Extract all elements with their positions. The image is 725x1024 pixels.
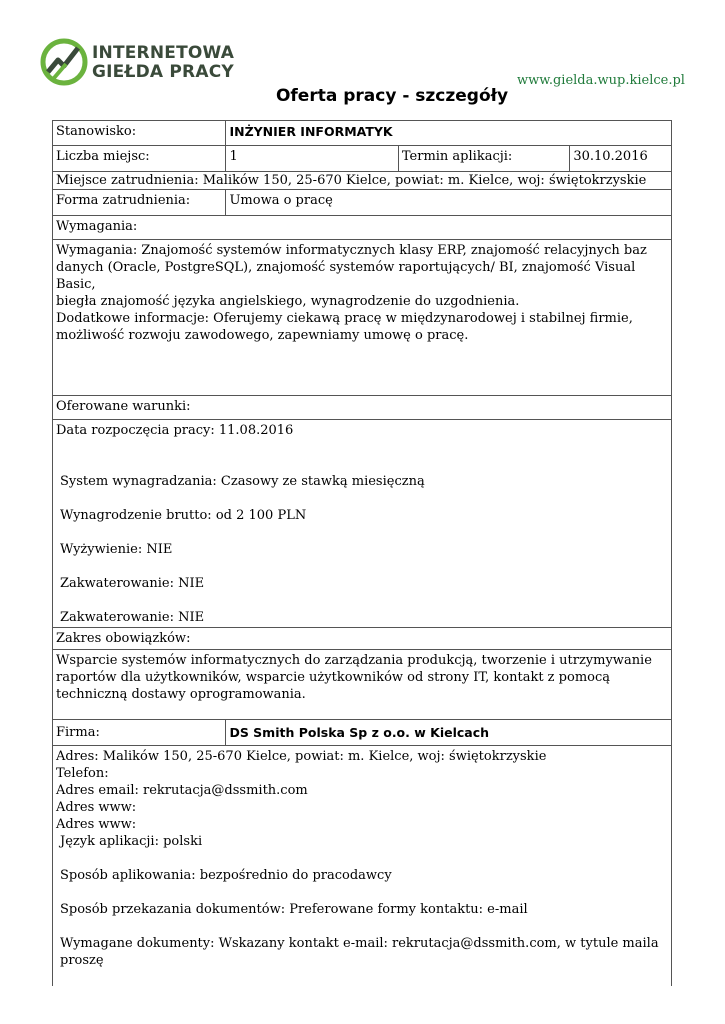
- conditions-body: [53, 420, 671, 627]
- deadline-label: Termin aplikacji:: [398, 146, 569, 171]
- apply-method: Sposób aplikowania: bezpośrednio do pracodawcy: [60, 868, 392, 883]
- employment-value: Umowa o pracę: [225, 190, 671, 215]
- position-label: Stanowisko:: [56, 124, 137, 139]
- requirements-body-row: [52, 240, 672, 396]
- logo-line2: GIEŁDA PRACY: [92, 62, 234, 82]
- count-label: Liczba miejsc:: [56, 149, 150, 164]
- documents-delivery: Sposób przekazania dokumentów: Preferowane formy kontaktu: e-mail: [60, 902, 528, 917]
- duties-text: Wsparcie systemów informatycznych do zarządzania produkcją, tworzenie i utrzymywanie raportów dla użytkowników, wsparcie użytkowników od strony IT, kontakt z pomocą techniczną dostawy oprogramowania.: [56, 653, 652, 702]
- location-row: [52, 172, 672, 190]
- site-url-link[interactable]: www.gielda.wup.kielce.pl: [517, 73, 685, 88]
- pay-system: System wynagradzania: Czasowy ze stawką miesięczną: [60, 474, 425, 489]
- location-text: Miejsce zatrudnienia: Malików 150, 25-670 Kielce, powiat: m. Kielce, woj: świętokrzyskie: [56, 173, 647, 188]
- company-email: Adres email: rekrutacja@dssmith.com: [56, 783, 308, 798]
- requirements-header: Wymagania:: [56, 219, 138, 234]
- conditions-body-row: [52, 420, 672, 628]
- conditions-header: Oferowane warunki:: [56, 399, 191, 414]
- company-www-2: Adres www:: [56, 817, 137, 832]
- application-language: Język aplikacji: polski: [60, 834, 203, 849]
- logo-line1: INTERNETOWA: [92, 43, 235, 63]
- count-value: 1: [225, 146, 397, 171]
- deadline-value: 30.10.2016: [569, 146, 671, 171]
- logo-text: [92, 44, 234, 82]
- requirements-text: Wymagania: Znajomość systemów informatycznych klasy ERP, znajomość relacyjnych baz danych (Oracle, PostgreSQL), znajomość systemów raportujących/ BI, znajomość Visual Basic,: [56, 243, 647, 292]
- requirements-header-row: [52, 216, 672, 240]
- count-row: [52, 146, 672, 172]
- company-name: DS Smith Polska Sp z o.o. w Kielcach: [225, 720, 671, 745]
- start-date: Data rozpoczęcia pracy: 11.08.2016: [56, 423, 294, 438]
- lodging-2: Zakwaterowanie: NIE: [60, 610, 205, 625]
- company-www-1: Adres www:: [56, 800, 137, 815]
- duties-header-row: [52, 628, 672, 650]
- page-title: Oferta pracy - szczegóły: [275, 86, 509, 106]
- salary: Wynagrodzenie brutto: od 2 100 PLN: [60, 508, 307, 523]
- company-body: [53, 746, 671, 986]
- meals: Wyżywienie: NIE: [60, 542, 173, 557]
- employment-label: Forma zatrudnienia:: [56, 193, 191, 208]
- position-value: INŻYNIER INFORMATYK: [225, 121, 671, 145]
- conditions-header-row: [52, 396, 672, 420]
- lodging-1: Zakwaterowanie: NIE: [60, 576, 205, 591]
- company-body-row: [52, 746, 672, 986]
- duties-body-row: [52, 650, 672, 720]
- offer-table: [52, 120, 672, 986]
- company-phone: Telefon:: [56, 766, 109, 781]
- employment-row: [52, 190, 672, 216]
- company-label: Firma:: [56, 725, 100, 740]
- requirements-text-2: biegła znajomość języka angielskiego, wynagrodzenie do uzgodnienia.: [56, 294, 520, 309]
- requirements-body: [53, 240, 671, 395]
- required-documents: Wymagane dokumenty: Wskazany kontakt e-mail: rekrutacja@dssmith.com, w tytule maila proszę: [60, 936, 659, 968]
- position-row: [52, 120, 672, 146]
- company-row: [52, 720, 672, 746]
- duties-header: Zakres obowiązków:: [56, 631, 191, 646]
- company-address: Adres: Malików 150, 25-670 Kielce, powiat: m. Kielce, woj: świętokrzyskie: [56, 749, 547, 764]
- additional-info: Dodatkowe informacje: Oferujemy ciekawą pracę w międzynarodowej i stabilnej firmie, możliwość rozwoju zawodowego, zapewniamy umowę o pracę.: [56, 311, 633, 343]
